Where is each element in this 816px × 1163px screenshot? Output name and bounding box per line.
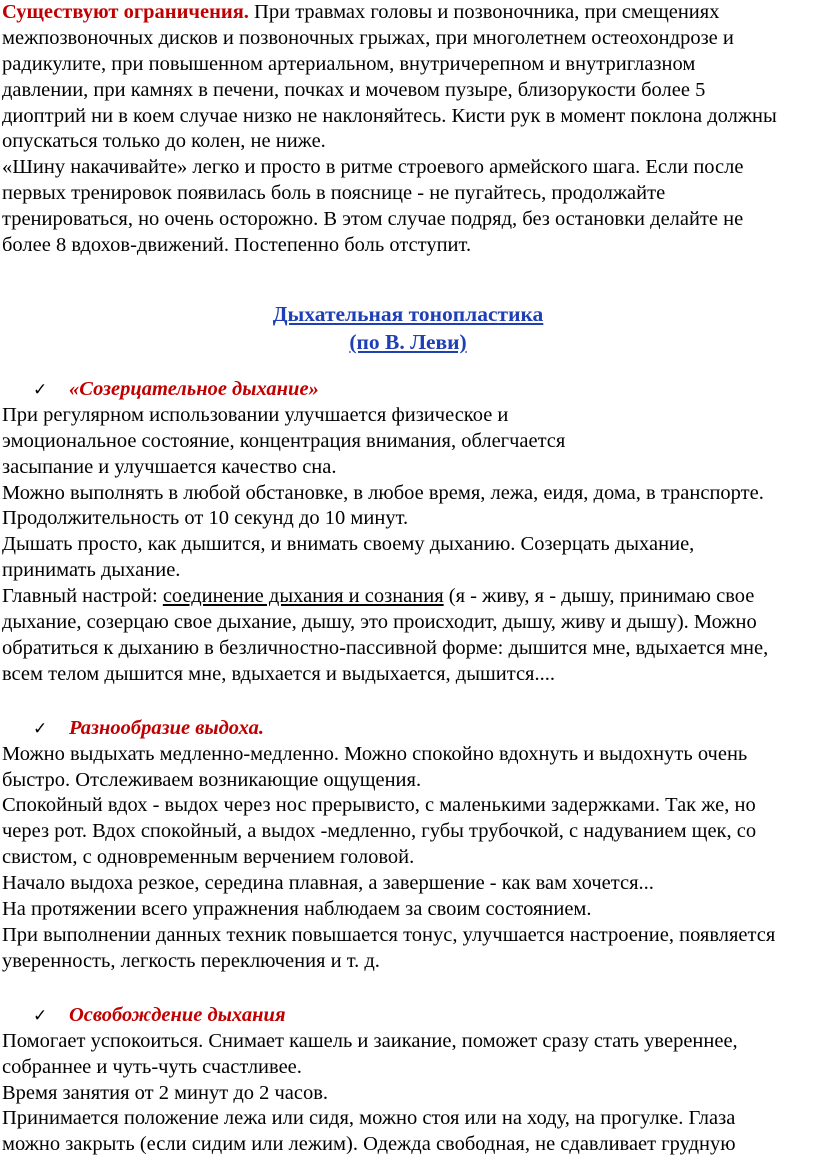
- section-line: Время занятия от 2 минут до 2 часов.: [2, 1081, 329, 1104]
- section-heading: [0, 1003, 816, 1029]
- section-line: Можно выдыхать медленно-медленно. Можно спокойно вдохнуть и выдохнуть очень: [2, 742, 748, 765]
- section-heading: [0, 716, 816, 742]
- section-line: Продолжительность от 10 секунд до 10 минут.: [2, 507, 409, 530]
- section-line: уверенность, легкость переключения и т. д.: [2, 949, 380, 972]
- spacer: [0, 356, 816, 377]
- section-line: [0, 584, 816, 610]
- section-exhale-variety: [0, 716, 816, 975]
- intro-text: При травмах головы и позвоночника, при смещениях: [254, 1, 720, 23]
- title-line-2: (по В. Леви): [349, 329, 467, 354]
- section-line: свистом, с одновременным верчением головой.: [2, 846, 415, 869]
- intro-line: «Шину накачивайте» легко и просто в ритме строевого армейского шага. Если после: [2, 156, 744, 179]
- spacer: [0, 259, 816, 300]
- check-icon: ✓: [33, 379, 48, 399]
- mood-prefix: Главный настрой:: [2, 585, 163, 608]
- section-line: При выполнении данных техник повышается тонус, улучшается настроение, появляется: [2, 923, 776, 946]
- section-line: собраннее и чуть-чуть счастливее.: [2, 1055, 302, 1078]
- section-contemplative-breathing: [0, 377, 816, 688]
- section-line: эмоциональное состояние, концентрация внимания, облегчается: [2, 429, 566, 452]
- section-heading-text: Освобождение дыхания: [69, 1003, 286, 1026]
- intro-line: давлении, при камнях в печени, почках и мочевом пузыре, близорукости более 5: [2, 78, 706, 101]
- check-icon: ✓: [33, 1005, 48, 1025]
- intro-line: [0, 0, 816, 26]
- limits-label: Существуют ограничения.: [2, 1, 249, 23]
- section-breath-release: [0, 1003, 816, 1158]
- intro-line: опускаться только до колен, не ниже.: [2, 130, 326, 153]
- spacer: [0, 975, 816, 1003]
- title-line-1: Дыхательная тонопластика: [272, 301, 544, 326]
- section-heading: [0, 377, 816, 403]
- intro-line: межпозвоночных дисков и позвоночных грыжах, при многолетнем остеохондрозе и: [2, 26, 734, 49]
- check-icon: ✓: [33, 718, 48, 738]
- section-line: быстро. Отслеживаем возникающие ощущения.: [2, 768, 422, 791]
- section-line: можно закрыть (если сидим или лежим). Одежда свободная, не сдавливает грудную: [2, 1133, 736, 1156]
- section-line: Начало выдоха резкое, середина плавная, а завершение - как вам хочется...: [2, 872, 654, 895]
- page-title: [0, 300, 816, 356]
- section-line: Помогает успокоиться. Снимает кашель и заикание, поможет сразу стать увереннее,: [2, 1029, 738, 1052]
- intro-line: радикулите, при повышенном артериальном, внутричерепном и внутриглазном: [2, 52, 696, 75]
- section-line: Дышать просто, как дышится, и внимать своему дыханию. Созерцать дыхание,: [2, 533, 695, 556]
- section-line: всем телом дышится мне, вдыхается и выдыхается, дышится....: [2, 662, 555, 685]
- section-line: засыпание и улучшается качество сна.: [2, 455, 337, 478]
- section-line: При регулярном использовании улучшается физическое и: [2, 403, 509, 426]
- mood-underlined: соединение дыхания и сознания: [162, 585, 444, 608]
- section-line: через рот. Вдох спокойный, а выдох -медленно, губы трубочкой, с надуванием щек, со: [2, 820, 757, 843]
- mood-suffix: (я - живу, я - дышу, принимаю свое: [443, 585, 755, 608]
- section-line: дыхание, созерцаю свое дыхание, дышу, это происходит, дышу, живу и дышу). Можно: [2, 611, 757, 634]
- spacer: [0, 688, 816, 716]
- section-line: Можно выполнять в любой обстановке, в любое время, лежа, еидя, дома, в транспорте.: [2, 481, 764, 504]
- section-heading-text: «Созерцательное дыхание»: [69, 377, 319, 400]
- section-line: принимать дыхание.: [2, 559, 181, 582]
- section-line: обратиться к дыханию в безличностно-пассивной форме: дышится мне, вдыхается мне,: [2, 636, 769, 659]
- section-line: Спокойный вдох - выдох через нос прерывисто, с маленькими задержками. Так же, но: [2, 794, 756, 817]
- intro-line: диоптрий ни в коем случае низко не наклоняйтесь. Кисти рук в момент поклона должны: [2, 104, 777, 127]
- intro-line: более 8 вдохов-движений. Постепенно боль отступит.: [2, 234, 472, 257]
- section-line: На протяжении всего упражнения наблюдаем за своим состоянием.: [2, 898, 592, 921]
- section-line: Принимается положение лежа или сидя, можно стоя или на ходу, на прогулке. Глаза: [2, 1107, 736, 1130]
- intro-paragraph: [0, 0, 816, 259]
- intro-line: первых тренировок появилась боль в пояснице - не пугайтесь, продолжайте: [2, 182, 666, 205]
- section-heading-text: Разнообразие выдоха.: [69, 716, 264, 739]
- intro-line: тренироваться, но очень осторожно. В этом случае подряд, без остановки делайте не: [2, 208, 744, 231]
